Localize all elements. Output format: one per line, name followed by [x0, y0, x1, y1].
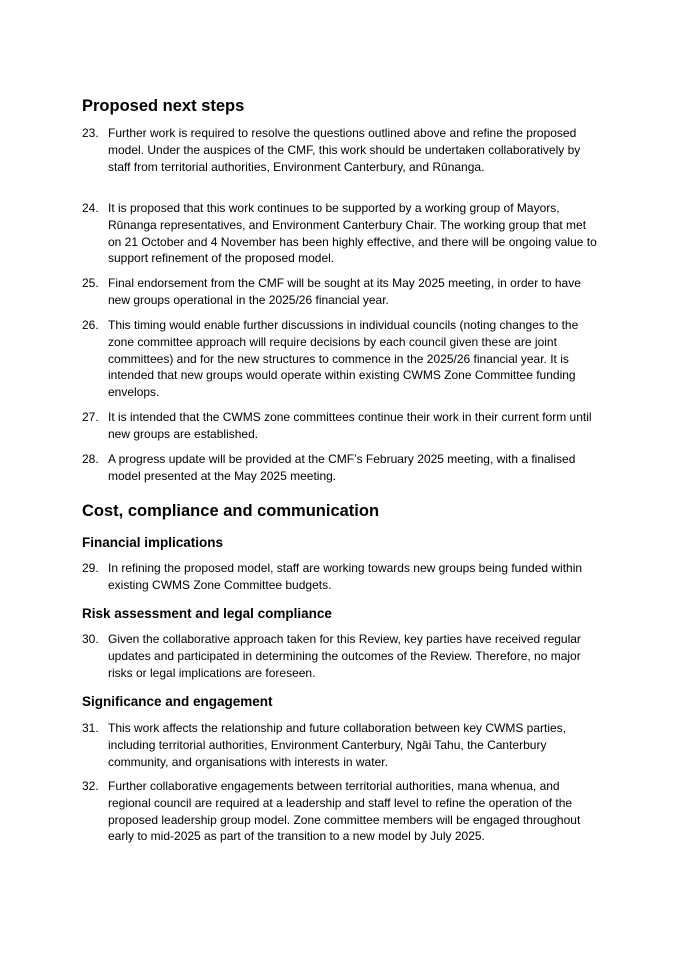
paragraph-text: It is proposed that this work continues to be supported by a working group of Mayors, Rūnanga representatives, and Environment Canterbury Chair. The working group that met on 21 October and 4 November has been highly effective, and there will be ongoing value to support refinement of the proposed model. — [108, 201, 597, 266]
paragraph-number: 26. — [82, 318, 99, 332]
paragraph-number: 24. — [82, 201, 99, 215]
paragraph-24 — [82, 200, 602, 267]
paragraph-31 — [82, 720, 602, 770]
paragraph-text: Given the collaborative approach taken for this Review, key parties have received regular updates and participated in determining the outcomes of the Review. Therefore, no major risks or legal implications are foreseen. — [108, 632, 581, 680]
paragraph-number: 29. — [82, 561, 99, 575]
paragraph-number: 32. — [82, 779, 99, 793]
section-heading-proposed-next-steps: Proposed next steps — [82, 97, 245, 115]
paragraph-text: In refining the proposed model, staff are working towards new groups being funded within existing CWMS Zone Committee budgets. — [108, 561, 583, 592]
paragraph-27 — [82, 409, 602, 443]
paragraph-text: A progress update will be provided at the CMF’s February 2025 meeting, with a finalised model presented at the May 2025 meeting. — [108, 452, 576, 483]
subheading-significance-engagement: Significance and engagement — [82, 694, 273, 709]
paragraph-26 — [82, 317, 602, 401]
paragraph-number: 25. — [82, 276, 99, 290]
paragraph-text: Further work is required to resolve the questions outlined above and refine the proposed model. Under the auspices of the CMF, this work should be undertaken collaboratively by staff from territorial authorities, Environment Canterbury, and Rūnanga. — [108, 126, 581, 174]
paragraph-number: 31. — [82, 721, 99, 735]
paragraph-text: This timing would enable further discussions in individual councils (noting changes to the zone committee approach will require decisions by each council given these are joint committees) and for the new structures to commence in the 2025/26 financial year. It is intended that new groups would operate within existing CWMS Zone Committee funding envelops. — [108, 318, 579, 400]
subheading-risk-assessment: Risk assessment and legal compliance — [82, 606, 332, 621]
paragraph-text: This work affects the relationship and future collaboration between key CWMS parties, including territorial authorities, Environment Canterbury, Ngāi Tahu, the Canterbury community, and organisations with interests in water. — [108, 721, 567, 769]
paragraph-number: 30. — [82, 632, 99, 646]
paragraph-29 — [82, 560, 602, 594]
paragraph-number: 23. — [82, 126, 99, 140]
paragraph-number: 27. — [82, 410, 99, 424]
paragraph-28 — [82, 451, 602, 485]
paragraph-text: Further collaborative engagements between territorial authorities, mana whenua, and regional council are required at a leadership and staff level to refine the operation of the proposed leadership group model. Zone committee members will be engaged throughout early to mid-2025 as part of the transition to a new model by July 2025. — [108, 779, 581, 844]
paragraph-23 — [82, 125, 602, 175]
section-heading-cost-compliance: Cost, compliance and communication — [82, 502, 380, 520]
paragraph-text: Final endorsement from the CMF will be sought at its May 2025 meeting, in order to have new groups operational in the 2025/26 financial year. — [108, 276, 581, 307]
subheading-financial-implications: Financial implications — [82, 535, 224, 550]
paragraph-25 — [82, 275, 602, 309]
paragraph-30 — [82, 631, 602, 681]
paragraph-number: 28. — [82, 452, 99, 466]
paragraph-text: It is intended that the CWMS zone committees continue their work in their current form until new groups are established. — [108, 410, 592, 441]
paragraph-32 — [82, 778, 602, 845]
